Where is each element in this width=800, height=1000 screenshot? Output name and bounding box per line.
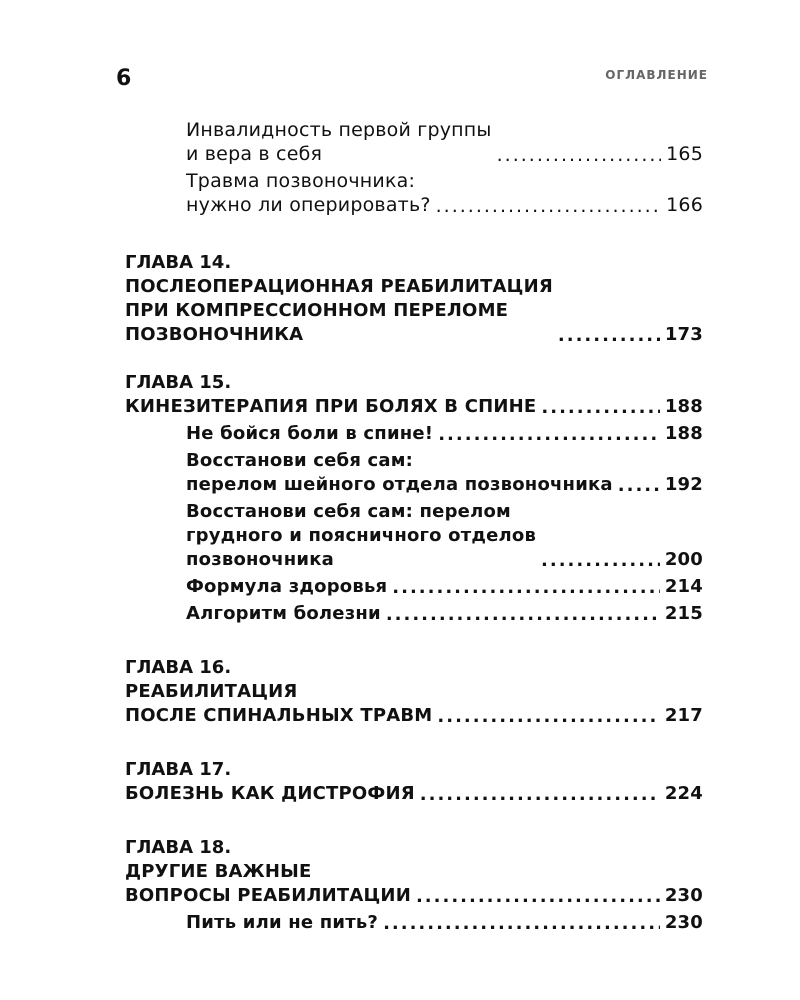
toc-entry[interactable]: [125, 602, 703, 626]
toc-entry[interactable]: [125, 169, 703, 217]
chapter-entry[interactable]: [125, 275, 703, 347]
dot-leader: [497, 149, 662, 161]
chapter-page: 188: [664, 396, 703, 417]
chapter-label: ГЛАВА 18.: [125, 837, 232, 858]
chapter-entry[interactable]: [125, 860, 703, 908]
chapter-label: ГЛАВА 14.: [125, 252, 232, 273]
toc-entry-page: 215: [664, 603, 703, 624]
toc-entry-title: Восстанови себя сам: перелом шейного отдела позвоночника: [186, 450, 613, 495]
toc-entry[interactable]: [125, 500, 703, 572]
dot-leader: [438, 429, 660, 441]
chapter-label: ГЛАВА 17.: [125, 759, 232, 780]
toc-entry-page: 166: [666, 194, 703, 216]
chapter-entry[interactable]: [125, 680, 703, 728]
chapter-15: [125, 371, 703, 626]
toc-entry-title: Инвалидность первой группы и вера в себя: [186, 119, 492, 165]
chapter-title: КИНЕЗИТЕРАПИЯ ПРИ БОЛЯХ В СПИНЕ: [125, 396, 537, 417]
dot-leader: [541, 555, 660, 567]
dot-leader: [420, 789, 660, 801]
dot-leader: [383, 918, 660, 930]
toc-entry-page: 214: [664, 576, 703, 597]
chapter-page: 230: [664, 885, 703, 906]
toc-entry-page: 165: [666, 143, 703, 165]
toc-entry[interactable]: [125, 422, 703, 446]
chapter-title: РЕАБИЛИТАЦИЯ ПОСЛЕ СПИНАЛЬНЫХ ТРАВМ: [125, 681, 433, 726]
dot-leader: [437, 711, 659, 723]
chapter-title: ДРУГИЕ ВАЖНЫЕ ВОПРОСЫ РЕАБИЛИТАЦИИ: [125, 861, 411, 906]
chapter-entry[interactable]: [125, 782, 703, 806]
toc-entry-page: 230: [664, 912, 703, 933]
dot-leader: [392, 582, 660, 594]
toc-entry[interactable]: [125, 118, 703, 166]
chapter-16: [125, 656, 703, 728]
table-of-contents: [125, 118, 703, 938]
toc-entry-title: Алгоритм болезни: [186, 603, 381, 624]
chapter-18: [125, 836, 703, 935]
running-header: ОГЛАВЛЕНИЕ: [605, 68, 708, 82]
toc-entry-title: Травма позвоночника: нужно ли оперировать?: [186, 170, 431, 216]
dot-leader: [386, 609, 660, 621]
chapter-17: [125, 758, 703, 806]
chapter-page: 217: [664, 705, 703, 726]
dot-leader: [436, 200, 662, 212]
chapter-title: ПОСЛЕОПЕРАЦИОННАЯ РЕАБИЛИТАЦИЯ ПРИ КОМПРЕССИОННОМ ПЕРЕЛОМЕ ПОЗВОНОЧНИКА: [125, 276, 553, 345]
chapter-page: 173: [664, 324, 703, 345]
chapter-14: [125, 251, 703, 347]
dot-leader: [618, 480, 660, 492]
toc-entry[interactable]: [125, 911, 703, 935]
page-number: 6: [116, 66, 132, 91]
toc-entry-title: Восстанови себя сам: перелом грудного и поясничного отделов позвоночника: [186, 501, 537, 570]
toc-entry-page: 200: [664, 549, 703, 570]
toc-entry-title: Не бойся боли в спине!: [186, 423, 434, 444]
toc-entry-title: Формула здоровья: [186, 576, 388, 597]
toc-entry[interactable]: [125, 575, 703, 599]
toc-entry-title: Пить или не пить?: [186, 912, 379, 933]
chapter-label: ГЛАВА 16.: [125, 657, 232, 678]
chapter-title: БОЛЕЗНЬ КАК ДИСТРОФИЯ: [125, 783, 415, 804]
toc-entry-page: 188: [664, 423, 703, 444]
chapter-page: 224: [664, 783, 703, 804]
chapter-label: ГЛАВА 15.: [125, 372, 232, 393]
dot-leader: [416, 891, 660, 903]
toc-entry[interactable]: [125, 449, 703, 497]
dot-leader: [541, 402, 659, 414]
toc-entry-page: 192: [664, 474, 703, 495]
chapter-entry[interactable]: [125, 395, 703, 419]
dot-leader: [558, 330, 660, 342]
